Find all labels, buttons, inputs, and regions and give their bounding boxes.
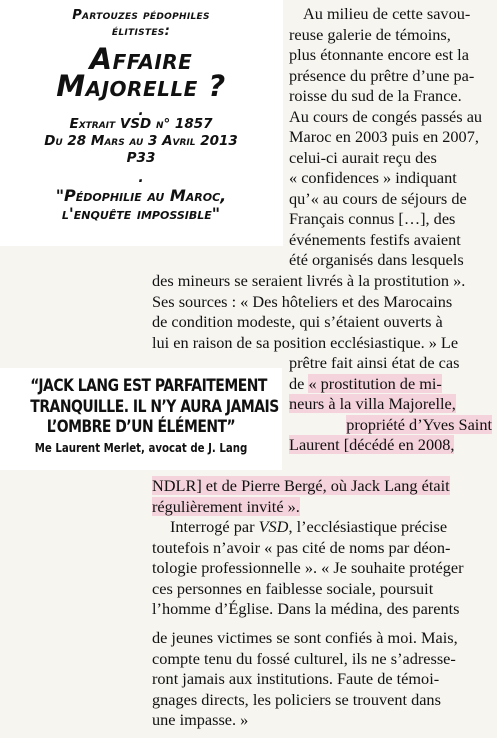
article-title (6, 187, 276, 223)
article-line: « confidences » indiquant (289, 168, 457, 187)
article-line: toutefois n’avoir « pas cité de noms par déon- (152, 537, 451, 557)
article-line: compte tenu du fossé culturel, ils ne s’adresse- (152, 648, 456, 668)
article-line: celui-ci aurait reçu des (289, 147, 437, 167)
article-line (289, 415, 492, 436)
separator-dot: . (138, 103, 144, 119)
article-text: Interrogé par (170, 517, 259, 536)
ref-line: Du 28 Mars au 3 Avril 2013 (44, 133, 238, 149)
highlighted-text: propriété d’Yves Saint (346, 414, 492, 434)
pull-quote (6, 376, 279, 456)
article-line: événements festifs avaient (289, 229, 461, 249)
article-line: l’homme d’Église. Dans la médina, des parents (152, 599, 460, 618)
quote-attribution: Me Laurent Merlet, avocat de J. Lang (34, 440, 248, 455)
article-line: de condition modeste, qui s’étaient ouverts à (152, 312, 443, 331)
article-line: des mineurs se seraient livrés à la prostitution ». (152, 271, 466, 290)
quote-line: “JACK LANG EST PARFAITEMENT (30, 376, 267, 396)
article-line (152, 476, 492, 497)
article-line: Au cours de congés passés au (289, 106, 483, 126)
highlighted-text: neurs à la villa Majorelle, (289, 394, 456, 413)
article-line: été organisés dans lesquels (289, 250, 464, 269)
magazine-name: VSD (258, 517, 289, 536)
article-column-top (289, 4, 492, 271)
article-line: reuse galerie de témoins, (289, 24, 451, 44)
article-line (152, 497, 492, 518)
article-line: présence du prêtre d’une pa- (289, 65, 475, 85)
article-column-hl (152, 476, 492, 620)
article-line: Français connus […], des (289, 209, 456, 228)
ref-line: Extrait VSD n° 1857 (69, 116, 213, 132)
article-line: ront jamais aux institutions. Faute de témoi- (152, 669, 440, 688)
article-line: qu’« au cours de séjours de (289, 188, 467, 208)
sub-line: "Pédophilie au Maroc, (55, 186, 227, 205)
article-line (289, 394, 492, 415)
article-line: roisse du sud de la France. (289, 86, 462, 105)
article-text: , l’ecclésiastique précise (288, 517, 448, 536)
sub-line: l'enquête impossible" (61, 204, 221, 223)
article-line (289, 435, 492, 456)
article-line: gnages directs, les policiers se trouvent dans (152, 689, 441, 709)
article-line: Au milieu de cette savou- (303, 4, 471, 23)
highlighted-text: Laurent [décédé en 2008, (289, 435, 455, 454)
headline (6, 8, 276, 223)
article-line: plus étonnante encore est la (289, 45, 469, 64)
source-reference (6, 116, 276, 167)
quote-line: L’OMBRE D’UN ÉLÉMENT” (46, 417, 236, 437)
main-title (6, 42, 276, 103)
article-line: prêtre fait ainsi état de cas (289, 353, 460, 372)
article-line: tologie professionnelle ». « Je souhaite protéger (152, 558, 464, 577)
article-line: une impasse. » (152, 710, 249, 729)
article-column-mid (152, 271, 492, 353)
article-line: Maroc en 2003 puis en 2007, (289, 127, 479, 146)
title-line: Affaire (89, 42, 193, 76)
article-line: de jeunes victimes se sont confiés à moi. Mais, (152, 628, 458, 647)
article-line (289, 374, 492, 395)
title-line: Majorelle ? (56, 69, 226, 103)
article-line (152, 517, 492, 538)
kicker-line: élitistes: (111, 24, 171, 39)
article-text: de (289, 373, 309, 393)
kicker-line: Partouzes pédophiles (72, 8, 210, 23)
article-line: lui en raison de sa position ecclésiastique. » Le (152, 332, 459, 352)
article-column-end (152, 628, 492, 731)
highlighted-text: « prostitution de mi- (308, 373, 442, 393)
highlighted-text: NDLR] et de Pierre Bergé, où Jack Lang était (152, 476, 450, 495)
article-column-right (289, 353, 492, 456)
ref-line: P33 (126, 150, 156, 166)
highlighted-text: régulièrement invité ». (152, 496, 300, 516)
article-line: Ses sources : « Des hôteliers et des Marocains (152, 291, 453, 311)
quote-line: TRANQUILLE. IL N’Y AURA JAMAIS (30, 396, 279, 417)
kicker (6, 8, 276, 40)
separator-dot: . (138, 170, 144, 186)
article-line: ces personnes en faiblesse sociale, poursuit (152, 578, 434, 598)
